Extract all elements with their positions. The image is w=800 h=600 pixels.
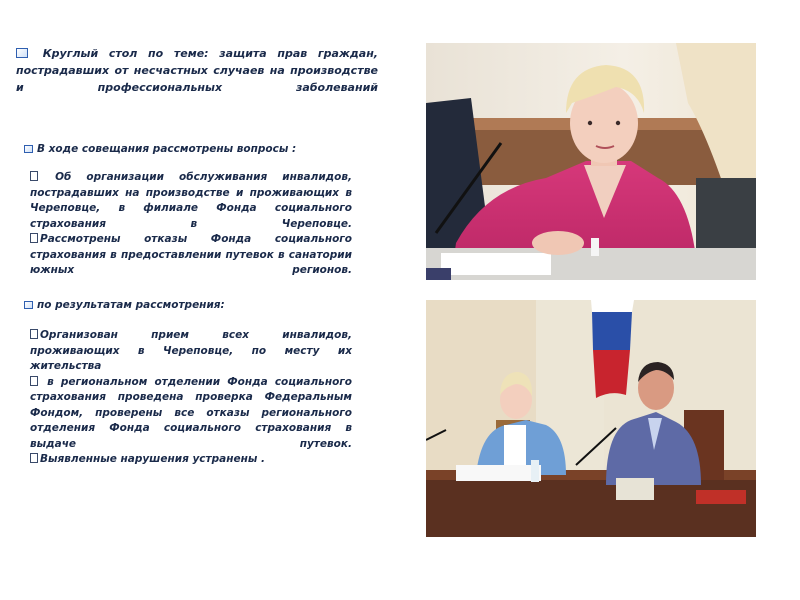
meeting-photo-speaker — [426, 43, 756, 280]
section2-heading: по результатам рассмотрения: — [24, 298, 364, 314]
bullet-icon — [30, 329, 38, 339]
meeting-photo-presidium — [426, 300, 756, 537]
bullet-icon — [30, 376, 38, 386]
list-item: Выявленные нарушения устранены . — [30, 452, 352, 468]
slide-title — [16, 45, 378, 96]
checkbox-bullet-icon — [16, 48, 28, 58]
checkbox-bullet-icon — [24, 145, 33, 153]
bullet-icon — [30, 233, 38, 243]
list-item: Организован прием всех инвалидов, проживающих в Череповце, по месту их жительства — [30, 329, 352, 372]
section1-heading: В ходе совещания рассмотрены вопросы : — [24, 142, 364, 158]
bullet-icon — [30, 453, 38, 463]
list-item: в региональном отделении Фонда социального страхования проведена проверка Федеральным Фондом, проверены все отказы регионального отделения Фонда социального страхования в выдаче путевок. — [30, 375, 352, 450]
list-item: Об организации обслуживания инвалидов, пострадавших на производстве и проживающих в Череповце, в филиале Фонда социального страхования в Череповце. — [30, 171, 353, 230]
list-item: Рассмотрены отказы Фонда социального страхования в предоставлении путевок в санатории южных регионов. — [30, 233, 352, 276]
bullet-icon — [30, 171, 38, 181]
section2-list — [30, 328, 352, 468]
checkbox-bullet-icon — [24, 301, 33, 309]
section1-list — [30, 170, 352, 279]
title-text: Круглый стол по теме: защита прав граждан, пострадавших от несчастных случаев на производстве и профессиональных заболеваний — [16, 47, 378, 94]
